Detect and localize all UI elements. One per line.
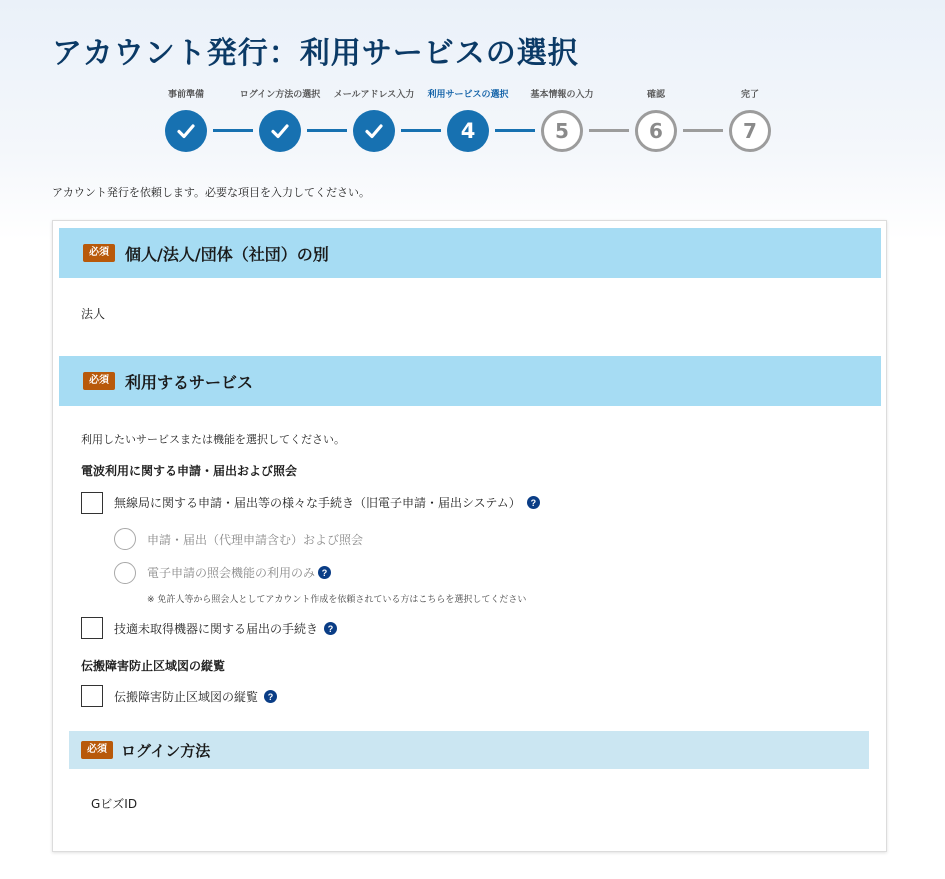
radio-station-procedures-checkbox[interactable] xyxy=(81,492,103,514)
help-icon[interactable]: ? xyxy=(527,496,540,509)
inquiry-only-label[interactable] xyxy=(147,564,331,581)
section-title: 個人/法人/団体（社団）の別 xyxy=(125,244,329,264)
help-icon[interactable]: ? xyxy=(324,622,337,635)
step-4-current: 4 xyxy=(447,110,489,152)
progress-stepper xyxy=(0,86,945,156)
step-6-pending: 6 xyxy=(635,110,677,152)
interference-zone-group-title: 伝搬障害防止区域図の縦覧 xyxy=(81,659,226,673)
form-card xyxy=(52,220,887,852)
services-description: 利用したいサービスまたは機能を選択してください。 xyxy=(81,433,345,446)
step-label-6: 確認 xyxy=(646,90,666,100)
step-connector xyxy=(307,129,347,132)
step-1-complete xyxy=(165,110,207,152)
entity-type-header xyxy=(59,228,881,278)
section-title: 利用するサービス xyxy=(125,372,254,392)
step-label-7: 完了 xyxy=(740,90,760,100)
option-label-text: 技適未取得機器に関する届出の手続き xyxy=(114,622,319,636)
step-connector xyxy=(495,129,535,132)
login-method-header xyxy=(69,731,869,769)
page-title: アカウント発行：利用サービスの選択 xyxy=(52,36,579,71)
help-icon[interactable]: ? xyxy=(264,690,277,703)
step-label-1: 事前準備 xyxy=(167,90,205,100)
intro-text: アカウント発行を依頼します。必要な項目を入力してください。 xyxy=(52,186,371,199)
step-label-4: 利用サービスの選択 xyxy=(427,90,509,100)
interference-zone-map-label[interactable] xyxy=(114,688,277,705)
check-icon xyxy=(175,120,197,142)
required-badge: 必須 xyxy=(81,741,113,759)
step-5-pending: 5 xyxy=(541,110,583,152)
application-and-inquiry-radio[interactable] xyxy=(114,528,136,550)
step-3-complete xyxy=(353,110,395,152)
uncertified-device-label[interactable] xyxy=(114,620,337,637)
section-title: ログイン方法 xyxy=(121,741,211,760)
check-icon xyxy=(269,120,291,142)
step-7-pending: 7 xyxy=(729,110,771,152)
option-label-text: 電子申請の照会機能の利用のみ xyxy=(147,566,316,580)
interference-zone-map-checkbox[interactable] xyxy=(81,685,103,707)
help-icon[interactable]: ? xyxy=(318,566,331,579)
option-label-text: 無線局に関する申請・届出等の様々な手続き（旧電子申請・届出システム） xyxy=(114,496,521,510)
required-badge: 必須 xyxy=(83,372,115,390)
check-icon xyxy=(363,120,385,142)
step-2-complete xyxy=(259,110,301,152)
step-label-5: 基本情報の入力 xyxy=(530,90,594,100)
radio-station-procedures-label[interactable] xyxy=(114,494,540,511)
inquiry-only-radio[interactable] xyxy=(114,562,136,584)
application-and-inquiry-label[interactable]: 申請・届出（代理申請含む）および照会 xyxy=(147,533,364,547)
step-label-3: メールアドレス入力 xyxy=(333,90,415,100)
uncertified-device-checkbox[interactable] xyxy=(81,617,103,639)
step-connector xyxy=(683,129,723,132)
entity-type-value: 法人 xyxy=(81,307,106,321)
option-label-text: 伝搬障害防止区域図の縦覧 xyxy=(114,690,259,704)
services-header xyxy=(59,356,881,406)
step-label-2: ログイン方法の選択 xyxy=(239,90,321,100)
step-connector xyxy=(213,129,253,132)
inquiry-only-note: ※ 免許人等から照会人としてアカウント作成を依頼されている方はこちらを選択してください xyxy=(147,595,527,605)
step-connector xyxy=(589,129,629,132)
step-connector xyxy=(401,129,441,132)
required-badge: 必須 xyxy=(83,244,115,262)
login-method-value: GビズID xyxy=(91,797,138,811)
radio-service-group-title: 電波利用に関する申請・届出および照会 xyxy=(81,464,298,478)
